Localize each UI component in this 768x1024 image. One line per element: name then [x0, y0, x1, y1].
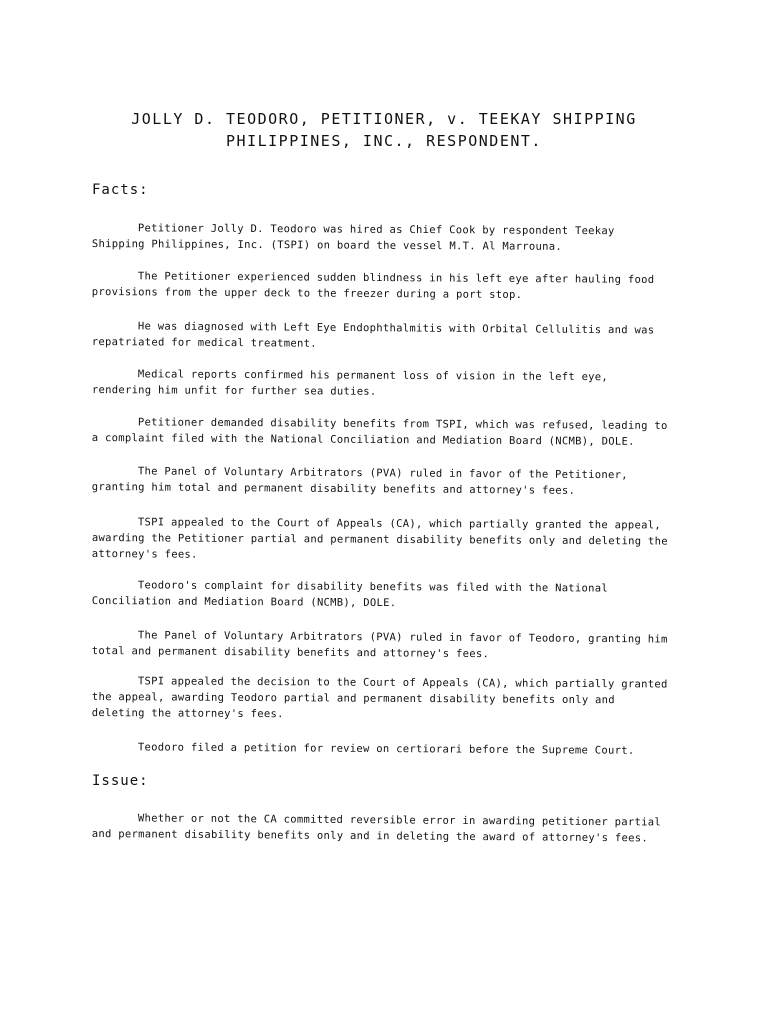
- fact-paragraph-5: Petitioner demanded disability benefits from TSPI, which was refused, leading to a complaint filed with the National Conciliation and Mediation Board (NCMB), DOLE.: [91, 416, 668, 448]
- issue-heading: Issue:: [92, 773, 149, 789]
- fact-paragraph-2: The Petitioner experienced sudden blindness in his left eye after hauling food provisions from the upper deck to the freezer during a port stop.: [91, 270, 655, 302]
- document-title-line-1: JOLLY D. TEODORO, PETITIONER, v. TEEKAY SHIPPING: [131, 110, 637, 128]
- facts-heading: Facts:: [92, 182, 149, 198]
- fact-paragraph-3: He was diagnosed with Left Eye Endophthalmitis with Orbital Cellulitis and was repatriated for medical treatment.: [91, 320, 655, 350]
- fact-paragraph-6: The Panel of Voluntary Arbitrators (PVA) ruled in favor of the Petitioner, granting him total and permanent disability benefits and attorney's fees.: [91, 465, 628, 497]
- fact-paragraph-1: Petitioner Jolly D. Teodoro was hired as Chief Cook by respondent Teekay Shipping Philippines, Inc. (TSPI) on board the vessel M.T. Al Marrouna.: [91, 222, 615, 253]
- fact-paragraph-4: Medical reports confirmed his permanent loss of vision in the left eye, rendering him unfit for further sea duties.: [91, 368, 609, 398]
- fact-paragraph-11: Teodoro filed a petition for review on certiorari before the Supreme Court.: [137, 741, 635, 757]
- fact-paragraph-8: Teodoro's complaint for disability benefits was filed with the National Conciliation and Mediation Board (NCMB), DOLE.: [91, 579, 609, 610]
- document-title-line-2: PHILIPPINES, INC., RESPONDENT.: [226, 132, 542, 150]
- issue-paragraph: Whether or not the CA committed reversible error in awarding petitioner partial and permanent disability benefits only and in deleting the award of attorney's fees.: [91, 812, 662, 845]
- fact-paragraph-9: The Panel of Voluntary Arbitrators (PVA) ruled in favor of Teodoro, granting him total and permanent disability benefits and attorney's fees.: [91, 629, 668, 661]
- fact-paragraph-10: TSPI appealed the decision to the Court of Appeals (CA), which partially granted the appeal, awarding Teodoro partial and permanent disability benefits only and deleting the attorney's fees.: [91, 675, 668, 721]
- fact-paragraph-7: TSPI appealed to the Court of Appeals (CA), which partially granted the appeal, awarding the Petitioner partial and permanent disability benefits only and deleting the attorney's fees.: [91, 516, 668, 561]
